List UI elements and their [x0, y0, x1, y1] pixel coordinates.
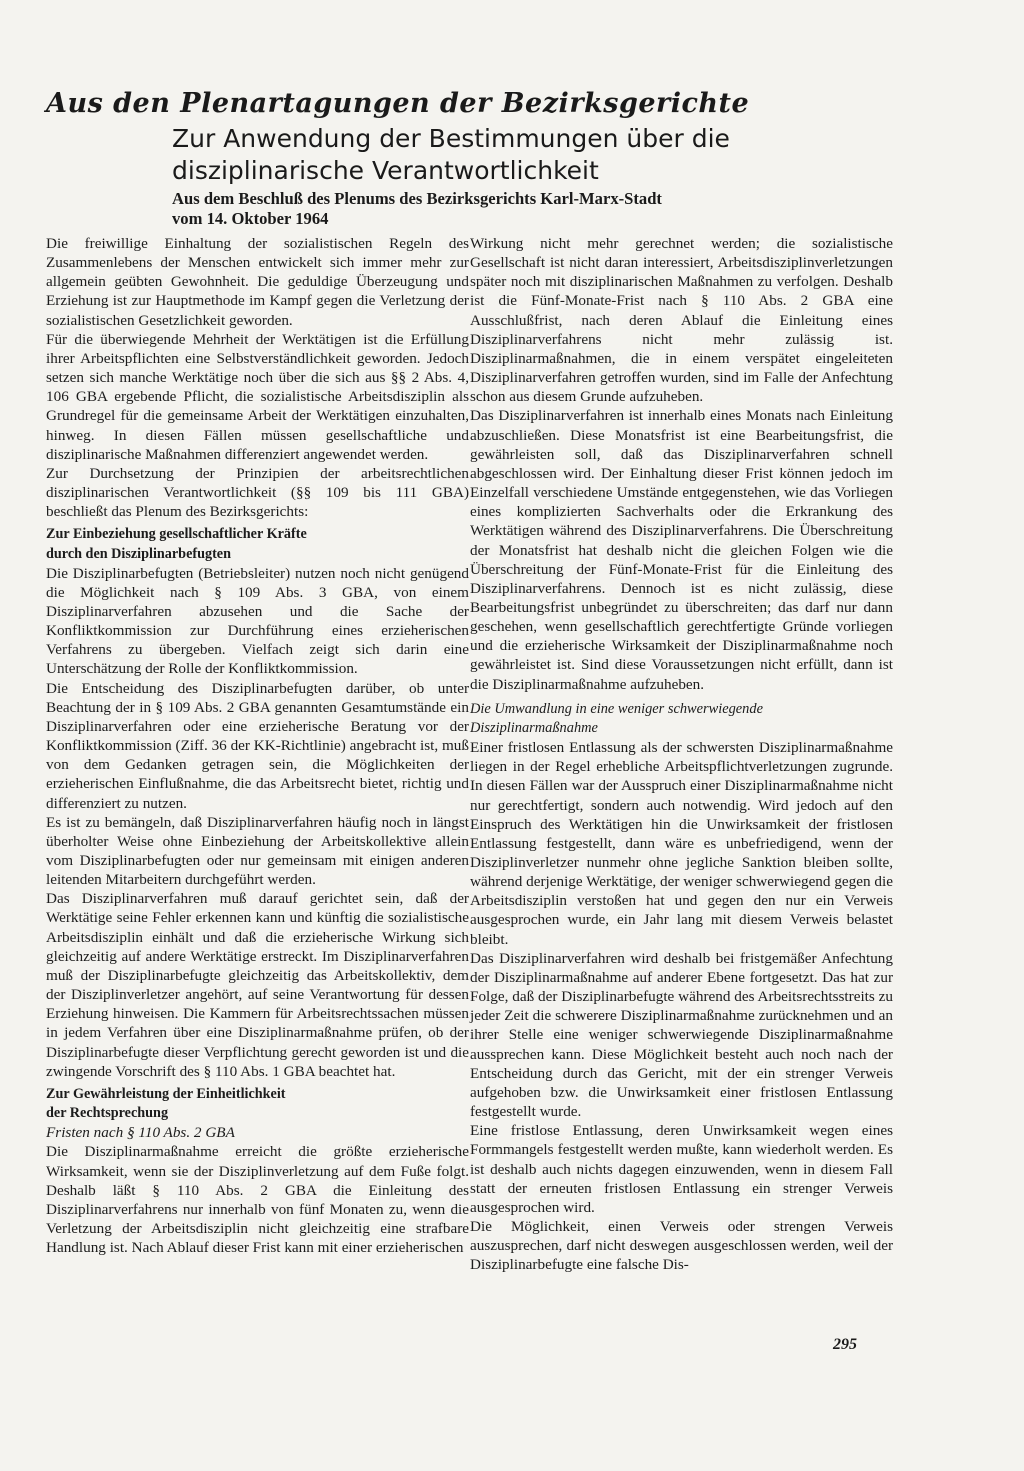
paragraph: Die Möglichkeit, einen Verweis oder strengen Verweis auszusprechen, darf nicht deswegen ausgeschlossen werden, weil der Disziplinarbefugte eine falsche Dis-	[470, 1217, 893, 1274]
paragraph: Das Disziplinarverfahren wird deshalb bei fristgemäßer Anfechtung der Disziplinarmaßnahme auf anderer Ebene fortgesetzt. Das hat zur Folge, daß der Disziplinarbefugte während des Arbeitsrechtsstreits zu jeder Zeit die schwerere Disziplinarmaßnahme zurücknehmen und an ihrer Stelle eine weniger schwerwiegende Disziplinarmaßnahme aussprechen kann. Diese Möglichkeit besteht auch noch nach der Entscheidung durch das Gericht, mit der ein strenger Verweis aufgehoben bzw. die Unwirksamkeit einer fristlosen Entlassung festgestellt wurde.	[470, 949, 893, 1121]
paragraph: Die Disziplinarbefugten (Betriebsleiter) nutzen noch nicht genügend die Möglichkeit nach § 109 Abs. 3 GBA, von einem Disziplinarverfahren abzusehen und die Sache der Konfliktkommission zur Durchführung eines erzieherischen Verfahrens zu übergeben. Vielfach zeigt sich darin eine Unterschätzung der Rolle der Konfliktkommission.	[46, 564, 469, 678]
page-number: 295	[833, 1336, 857, 1353]
subheading	[46, 1085, 469, 1123]
subheading-line: Zur Gewährleistung der Einheitlichkeit	[46, 1085, 286, 1102]
paragraph: Eine fristlose Entlassung, deren Unwirksamkeit wegen eines Formmangels festgestellt werden mußte, kann wiederholt werden. Es ist deshalb auch nichts dagegen einzuwenden, wenn in diesem Fall statt der erneuten fristlosen Entlassung ein strenger Verweis ausgesprochen wird.	[470, 1122, 893, 1216]
subheading-line: Disziplinarmaßnahme	[470, 719, 598, 736]
subheading	[46, 525, 469, 563]
paragraph: Die freiwillige Einhaltung der sozialistischen Regeln des Zusammenlebens der Menschen entwickelt sich immer mehr zur allgemein geübten Gewohnheit. Die geduldige Überzeugung und Erziehung ist zur Hauptmethode im Kampf gegen die Verletzung der sozialistischen Gesetzlichkeit geworden.	[46, 235, 469, 329]
subheading-line: Zur Einbeziehung gesellschaftlicher Kräfte	[46, 526, 307, 543]
paragraph: Zur Durchsetzung der Prinzipien der arbeitsrechtlichen disziplinarischen Verantwortlichkeit (§§ 109 bis 111 GBA) beschließt das Plenum des Bezirksgerichts:	[46, 464, 469, 521]
subheading-line: Die Umwandlung in eine weniger schwerwiegende	[470, 700, 763, 717]
subheading-line: der Rechtsprechung	[46, 1105, 169, 1122]
paragraph: Die Disziplinarmaßnahme erreicht die größte erzieherische Wirksamkeit, wenn sie der Disziplinverletzung auf dem Fuße folgt. Deshalb läßt § 110 Abs. 2 GBA die Einleitung des Disziplinarverfahrens nur innerhalb von fünf Monaten zu, wenn die Verletzung der Arbeitsdisziplin nicht gleichzeitig eine strafbare Handlung ist. Nach Ablauf dieser Frist kann mit einer erzieherischen	[46, 1143, 469, 1257]
subheading-italic	[470, 700, 893, 738]
paragraph: Für die überwiegende Mehrheit der Werktätigen ist die Erfüllung ihrer Arbeitspflichten eine Selbstverständlichkeit geworden. Jedoch setzen sich manche Werktätige noch über die sich aus §§ 2 Abs. 4, 106 GBA ergebende Pflicht, die sozialistische Arbeitsdisziplin als Grundregel für die gemeinsame Arbeit der Werktätigen einzuhalten, hinweg. In diesen Fällen müssen gesellschaftliche und disziplinarische Maßnahmen differenziert angewendet werden.	[46, 330, 469, 463]
right-column	[470, 234, 893, 1274]
article-subtitle-line: Aus dem Beschluß des Plenums des Bezirksgerichts Karl-Marx-Stadt	[172, 189, 662, 208]
subheading-line: durch den Disziplinarbefugten	[46, 545, 231, 562]
paragraph: Es ist zu bemängeln, daß Disziplinarverfahren häufig noch in längst überholter Weise ohne Einbeziehung der Arbeitskollektive allein vom Disziplinarbefugten oder nur gemeinsam mit einigen anderen leitenden Mitarbeitern durchgeführt werden.	[46, 813, 469, 889]
paragraph: Das Disziplinarverfahren muß darauf gerichtet sein, daß der Werktätige seine Fehler erkennen kann und künftig die sozialistische Arbeitsdisziplin einhält und daß die erzieherische Wirkung sich gleichzeitig auf andere Werktätige erstreckt. Im Disziplinarverfahren muß der Disziplinarbefugte gleichzeitig das Arbeitskollektiv, dem der Disziplinverletzer angehört, auf seine Verantwortung für dessen Erziehung hinweisen. Die Kammern für Arbeitsrechtssachen müssen in jedem Verfahren über eine Disziplinarmaßnahme prüfen, ob der Disziplinarbefugte dieser Verpflichtung gerecht geworden ist und die zwingende Vorschrift des § 110 Abs. 1 GBA beachtet hat.	[46, 890, 469, 1080]
paragraph: Einer fristlosen Entlassung als der schwersten Disziplinarmaßnahme liegen in der Regel erhebliche Arbeitspflichtverletzungen zugrunde. In diesen Fällen war der Ausspruch einer Disziplinarmaßnahme nicht nur gerechtfertigt, sondern auch notwendig. Wird jedoch auf den Einspruch des Werktätigen hin die Unwirksamkeit der fristlosen Entlassung festgestellt, dann wäre es unbefriedigend, wenn der Disziplinverletzer nunmehr ohne jegliche Sanktion bleiben sollte, während derjenige Werktätige, der weniger schwerwiegend gegen die Arbeitsdisziplin verstoßen hat und gegen den nur ein Verweis ausgesprochen wurde, ein Jahr lang mit diesem Verweis belastet bleibt.	[470, 739, 893, 948]
article-title-line: disziplinarische Verantwortlichkeit	[172, 156, 599, 185]
paragraph: Wirkung nicht mehr gerechnet werden; die sozialistische Gesellschaft ist nicht daran interessiert, Arbeitsdisziplinverletzungen später noch mit disziplinarischen Maßnahmen zu verfolgen. Deshalb ist die Fünf-Monate-Frist nach § 110 Abs. 2 GBA eine Ausschlußfrist, nach deren Ablauf die Einleitung eines Disziplinarverfahrens nicht mehr zulässig ist. Disziplinarmaßnahmen, die in einem verspätet eingeleiteten Disziplinarverfahren getroffen wurden, sind im Falle der Anfechtung schon aus diesem Grunde aufzuheben.	[470, 235, 893, 406]
paragraph: Das Disziplinarverfahren ist innerhalb eines Monats nach Einleitung abzuschließen. Diese Monatsfrist ist eine Bearbeitungsfrist, die gewährleisten soll, daß das Disziplinarverfahren schnell abgeschlossen wird. Der Einhaltung dieser Frist können jedoch im Einzelfall verschiedene Umstände entgegenstehen, wie das Vorliegen eines komplizierten Sachverhalts oder die Erkrankung des Werktätigen während des Disziplinarverfahrens. Die Überschreitung der Monatsfrist hat deshalb nicht die gleichen Folgen wie die Überschreitung der Fünf-Monate-Frist für die Einleitung des Disziplinarverfahrens. Dennoch ist es nicht zulässig, diese Bearbeitungsfrist unbegründet zu überschreiten; das darf nur dann geschehen, wenn gesellschaftlich gerechtfertigte Gründe vorliegen und die erzieherische Wirksamkeit der Disziplinarmaßnahme noch gewährleistet ist. Sind diese Voraussetzungen nicht erfüllt, dann ist die Disziplinarmaßnahme aufzuheben.	[470, 407, 893, 693]
article-subtitle-line: vom 14. Oktober 1964	[172, 209, 329, 228]
article-subtitle	[172, 189, 932, 229]
subheading-italic: Fristen nach § 110 Abs. 2 GBA	[46, 1124, 235, 1142]
section-heading: Aus den Plenartagungen der Bezirksgerichte	[46, 88, 750, 119]
article-title	[172, 123, 932, 187]
left-column	[46, 234, 469, 1257]
article-title-line: Zur Anwendung der Bestimmungen über die	[172, 124, 730, 153]
paragraph: Die Entscheidung des Disziplinarbefugten darüber, ob unter Beachtung der in § 109 Abs. 2 GBA genannten Gesamtumstände ein Disziplinarverfahren oder eine erzieherische Beratung vor der Konfliktkommission (Ziff. 36 der KK-Richtlinie) angebracht ist, muß von dem Gedanken getragen sein, die Möglichkeiten der erzieherischen Einflußnahme, die das Arbeitsrecht bietet, richtig und differenziert zu nutzen.	[46, 679, 469, 812]
